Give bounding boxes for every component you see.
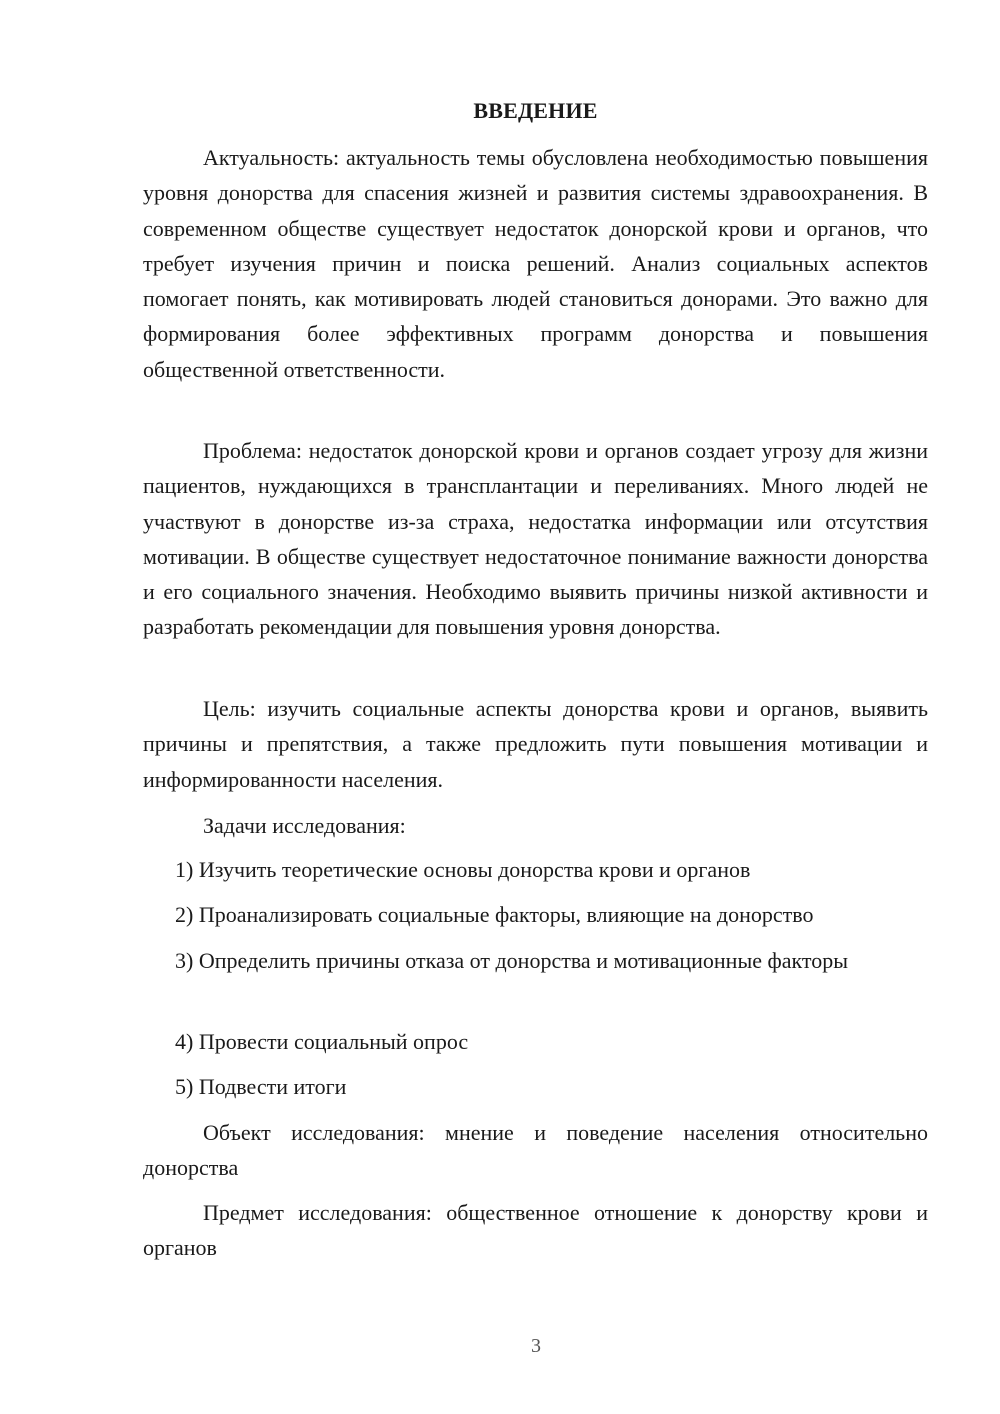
task-item-2: 2) Проанализировать социальные факторы, влияющие на донорство	[175, 902, 814, 927]
task-item-5: 5) Подвести итоги	[175, 1074, 347, 1099]
section-title: ВВЕДЕНИЕ	[473, 98, 598, 123]
problem-paragraph: Проблема: недостаток донорской крови и органов создает угрозу для жизни пациентов, нуждающихся в трансплантации и переливаниях. Много людей не участвуют в донорстве из-за страха, недостатка информации или отсутствия мотивации. В обществе существует недостаточное понимание важности донорства и его социального значения. Необходимо выявить причины низкой активности и разработать рекомендации для повышения уровня донорства.	[143, 438, 928, 640]
tasks-heading: Задачи исследования:	[203, 813, 406, 838]
task-item-3: 3) Определить причины отказа от донорства и мотивационные факторы	[175, 948, 849, 973]
goal-paragraph: Цель: изучить социальные аспекты донорства крови и органов, выявить причины и препятствия, а также предложить пути повышения мотивации и информированности населения.	[143, 696, 928, 792]
task-item-1: 1) Изучить теоретические основы донорства крови и органов	[175, 857, 751, 882]
task-item-4: 4) Провести социальный опрос	[175, 1029, 469, 1054]
page-number: 3	[531, 1335, 541, 1357]
relevance-paragraph: Актуальность: актуальность темы обусловлена необходимостью повышения уровня донорства для спасения жизней и развития системы здравоохранения. В современном обществе существует недостаток донорской крови и органов, что требует изучения причин и поиска решений. Анализ социальных аспектов помогает понять, как мотивировать людей становиться донорами. Это важно для формирования более эффективных программ донорства и повышения общественной ответственности.	[143, 145, 928, 382]
subject-paragraph: Предмет исследования: общественное отношение к донорству крови и органов	[143, 1200, 928, 1261]
object-paragraph: Объект исследования: мнение и поведение населения относительно донорства	[143, 1120, 928, 1181]
